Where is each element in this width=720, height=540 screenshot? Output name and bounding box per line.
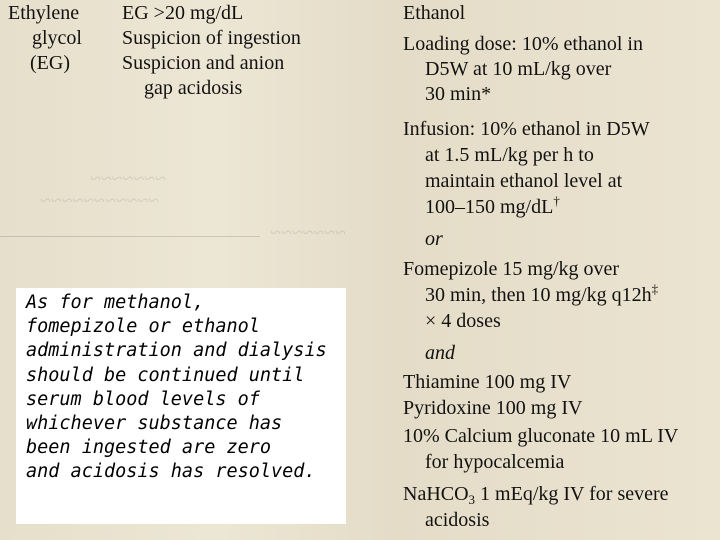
treatment-line: at 1.5 mL/kg per h to [425,144,594,166]
toxin-line: Ethylene [8,2,80,24]
treatment-connector: and [425,342,455,364]
indication-line: Suspicion of ingestion [122,27,301,49]
note-line: serum blood levels of [26,388,260,410]
indication-line: EG >20 mg/dL [122,2,244,24]
treatment-line: NaHCO$_3$ 1 mEq/kg IV for severe [403,483,669,507]
treatment-line: Fomepizole 15 mg/kg over [403,258,620,280]
treatment-line: acidosis [425,509,490,531]
treatment-line: 100–150 mg/dL† [425,193,560,218]
treatment-line: Thiamine 100 mg IV [403,371,572,393]
indication-line: gap acidosis [144,77,243,99]
subscript: 3 [468,492,476,507]
dagger-footnote-mark: † [553,193,560,208]
bleed-through-mark: ~~~~~~~~~~~ [40,190,160,212]
faint-divider [0,236,260,237]
treatment-line: D5W at 10 mL/kg over [425,58,612,80]
note-line: and acidosis has resolved. [26,461,316,483]
treatment-line: Infusion: 10% ethanol in D5W [403,118,650,140]
note-line: administration and dialysis [26,340,327,362]
treatment-line: 10% Calcium gluconate 10 mL IV [403,425,679,447]
treatment-line: for hypocalcemia [425,451,565,473]
indication-line: Suspicion and anion [122,52,285,74]
treatment-line: Ethanol [403,2,466,24]
note-line: As for methanol, [26,292,205,313]
note-box [16,288,346,524]
double-dagger-footnote-mark: ‡ [651,281,659,296]
treatment-connector: or [425,228,443,250]
treatment-line: 30 min* [425,83,492,105]
treatment-line: × 4 doses [425,310,501,332]
note-line: fomepizole or ethanol [26,316,260,338]
note-text [26,291,346,485]
bleed-through-mark: ~~~~~~~ [270,222,346,244]
treatment-line: Pyridoxine 100 mg IV [403,397,583,419]
note-line: been ingested are zero [26,437,272,459]
treatment-line: Loading dose: 10% ethanol in [403,33,643,55]
toxin-line: glycol [32,27,82,49]
treatment-line: maintain ethanol level at [425,170,623,192]
note-line: should be continued until [26,364,305,386]
note-line: whichever substance has [26,413,283,435]
treatment-line: 30 min, then 10 mg/kg q12h‡ [425,281,659,306]
toxin-line: (EG) [30,52,70,74]
bleed-through-mark: ~~~~~~~ [90,168,166,190]
